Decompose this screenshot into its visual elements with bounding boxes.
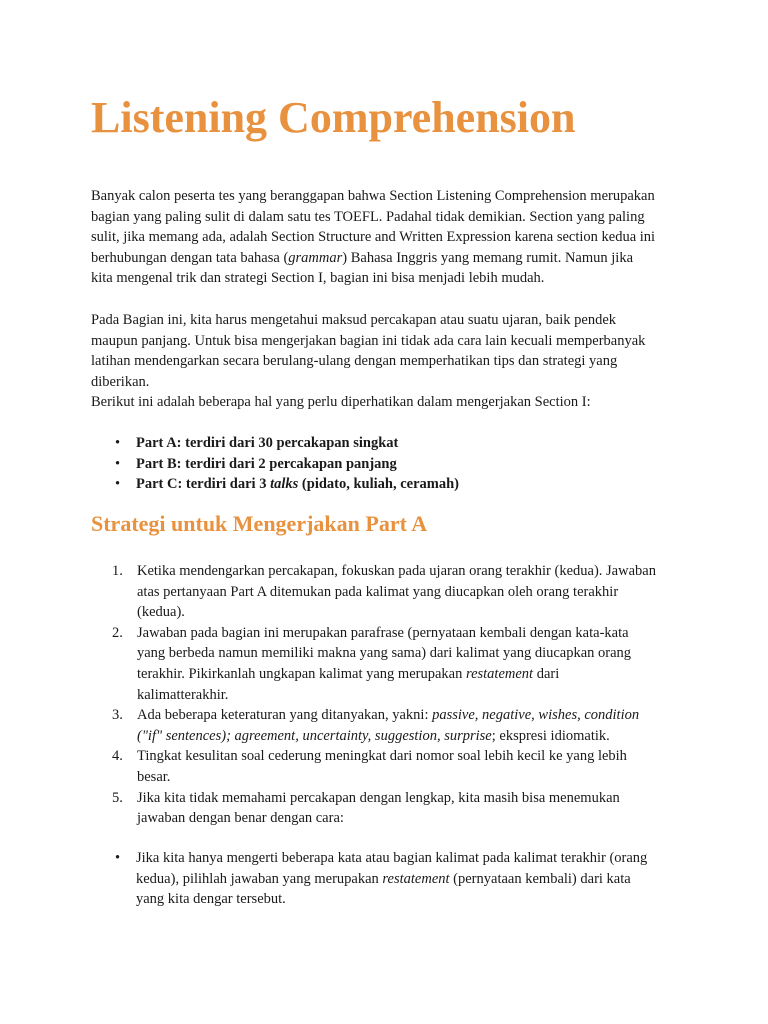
page-title: Listening Comprehension [91,93,576,142]
text-line: (kedua). [137,604,185,621]
bullet-icon: • [115,435,121,451]
text-line: Pada Bagian ini, kita harus mengetahui maksud percakapan atau suatu ujaran, baik pendek [91,312,617,328]
list-item-text: (pidato, kuliah, ceramah) [298,476,460,493]
text-line [91,248,691,269]
text-line: Banyak calon peserta tes yang beranggapan bahwa Section Listening Comprehension merupakan [91,188,655,204]
list-item [115,474,459,495]
text-fragment: ) Bahasa Inggris yang memang rumit. Namun jika [342,249,634,266]
bullet-icon: • [115,455,121,472]
method-sub-list [115,848,647,910]
text-line: Tingkat kesulitan soal cederung meningkat dari nomor soal lebih kecil ke yang lebih [137,748,627,765]
text-line [137,664,656,685]
text-fragment: berhubungan dengan tata bahasa ( [91,249,289,266]
text-line: Jawaban pada bagian ini merupakan parafrase (pernyataan kembali dengan kata-kata [137,624,629,641]
list-number: 2. [112,624,123,641]
text-fragment: dari [533,665,560,682]
bullet-icon: • [115,850,121,866]
text-line: Berikut ini adalah beberapa hal yang perlu diperhatikan dalam mengerjakan Section I: [91,394,591,411]
italic-term: talks [270,476,299,493]
list-item [115,848,647,910]
text-line: besar. [137,768,171,785]
list-item-text: Part B: terdiri dari 2 percakapan panjang [136,455,397,472]
text-line: atas pertanyaan Part A ditemukan pada kalimat yang diucapkan oleh orang terakhir [137,583,619,600]
text-fragment: Ada beberapa keteraturan yang ditanyakan, yakni: [137,707,433,724]
list-number: 3. [112,707,123,724]
list-item [112,623,656,705]
text-line: diberikan. [91,373,150,390]
list-item-text: Part A: terdiri dari 30 percakapan singkat [136,435,399,451]
parts-list [115,433,459,495]
text-line: yang berbeda namun memiliki makna yang sama) dari kalimat yang diucapkan orang [137,645,632,662]
text-line: jawaban dengan benar dengan cara: [137,810,344,827]
list-item [112,746,656,787]
text-line [137,705,656,726]
text-line: Ketika mendengarkan percakapan, fokuskan pada ujaran orang terakhir (kedua). Jawaban [137,563,656,579]
text-line: yang kita dengar tersebut. [136,891,286,908]
text-line: Jika kita tidak memahami percakapan dengan lengkap, kita masih bisa menemukan [137,789,620,806]
italic-term: passive, negative, wishes, condition [432,707,640,724]
italic-term: restatement [465,665,534,682]
list-number: 1. [112,563,123,579]
strategy-steps-list [112,561,656,829]
text-line: bagian yang paling sulit di dalam satu tes TOEFL. Padahal tidak demikian. Section yang paling [91,208,645,225]
intro-paragraph [91,186,691,289]
italic-term: restatement [382,870,450,887]
text-fragment: kedua), pilihlah jawaban yang merupakan [136,870,383,887]
list-item [112,705,656,746]
bullet-icon: • [115,476,121,493]
text-fragment: (pernyataan kembali) dari kata [449,870,631,887]
list-number: 4. [112,748,123,765]
text-fragment: ; ekspresi idiomatik. [491,727,610,744]
text-line [136,869,647,890]
list-item [115,433,459,454]
section-intro-paragraph [91,310,691,413]
list-item [115,454,459,475]
section-heading: Strategi untuk Mengerjakan Part A [91,511,428,536]
text-line: maupun panjang. Untuk bisa mengerjakan bagian ini tidak ada cara lain kecuali memperbanyak [91,332,646,349]
text-line: Jika kita hanya mengerti beberapa kata atau bagian kalimat pada kalimat terakhir (orang [136,850,648,866]
list-item [112,788,656,829]
list-item-text: Part C: terdiri dari 3 [136,476,271,493]
list-number: 5. [112,789,123,806]
list-item [112,561,656,623]
italic-term: grammar [288,249,343,266]
text-line: kita mengenal trik dan strategi Section I, bagian ini bisa menjadi lebih mudah. [91,270,545,287]
text-fragment: terakhir. Pikirkanlah ungkapan kalimat yang merupakan [137,665,466,682]
text-line [137,726,656,747]
text-line: kalimatterakhir. [137,686,229,703]
text-line: sulit, jika memang ada, adalah Section Structure and Written Expression karena section kedua ini [91,229,656,246]
italic-term: ("if" sentences); agreement, uncertainty, suggestion, surprise [137,727,492,744]
text-line: latihan mendengarkan secara berulang-ulang dengan memperhatikan tips dan strategi yang [91,353,618,370]
